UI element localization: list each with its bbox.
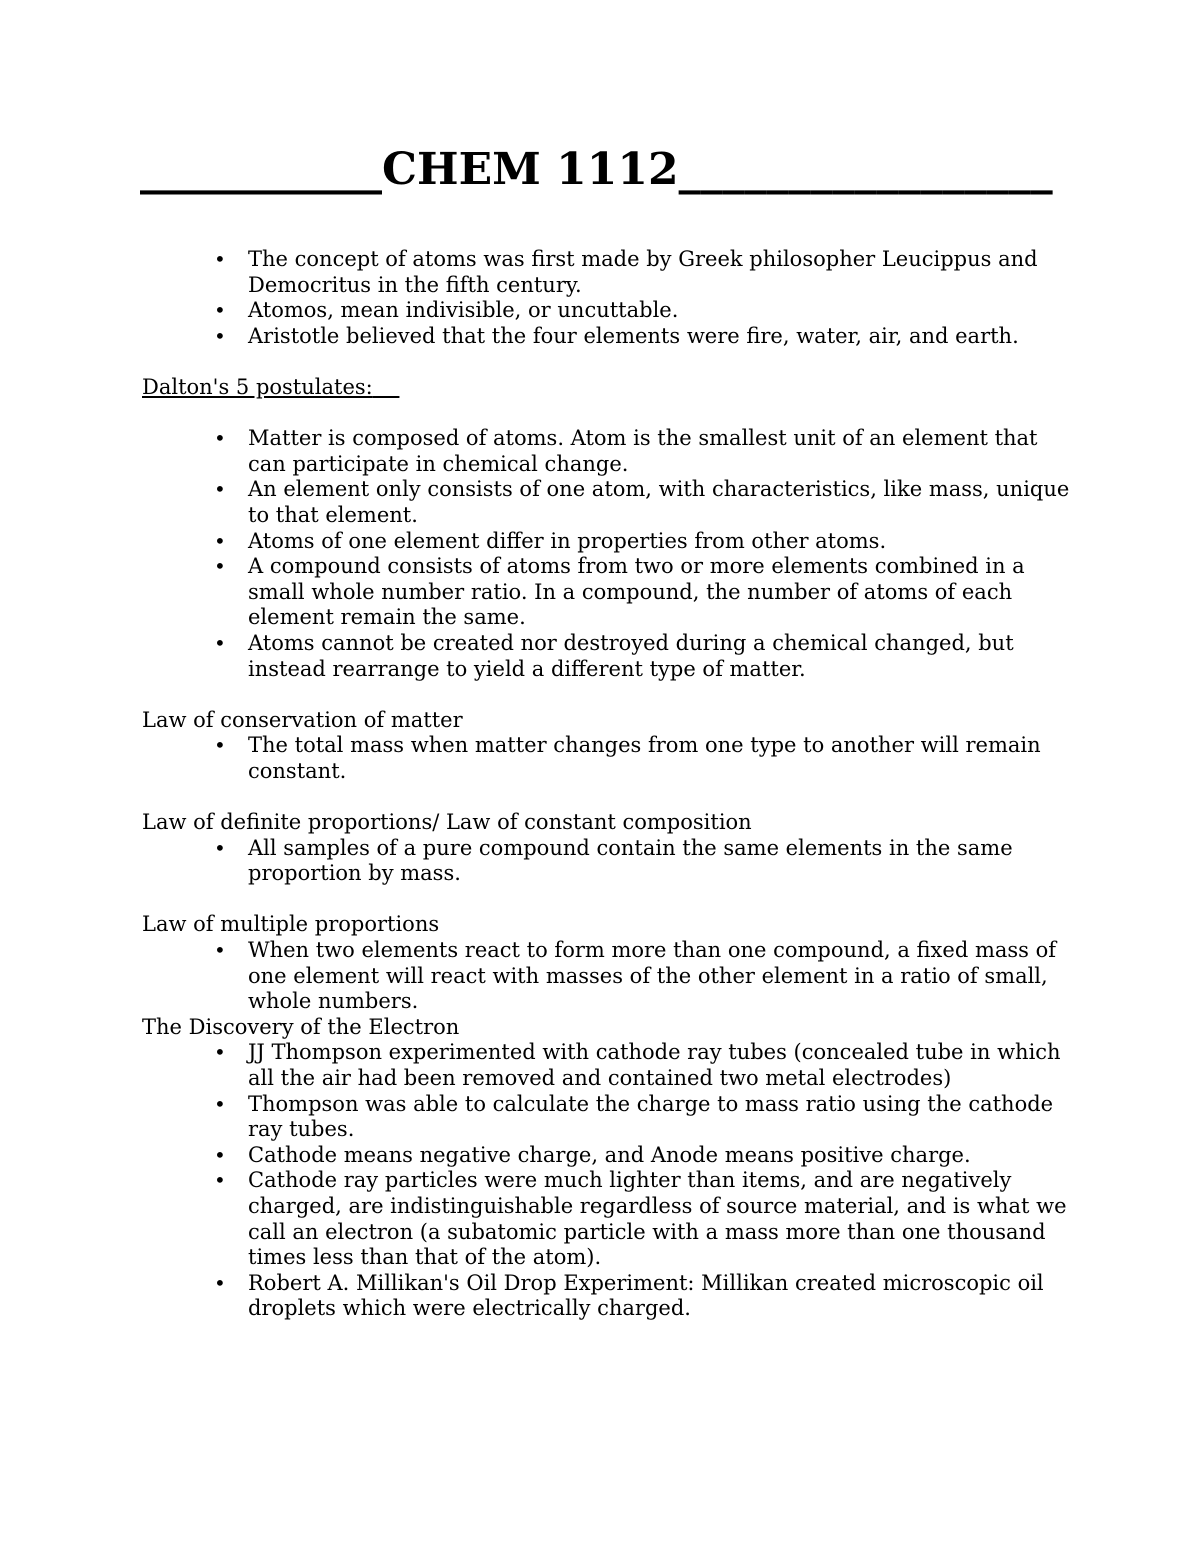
dalton-list bbox=[142, 426, 1072, 682]
list-item bbox=[214, 247, 1072, 298]
list-item-text: The total mass when matter changes from one type to another will remain constant. bbox=[248, 733, 1041, 783]
bullet-icon: • bbox=[214, 426, 226, 451]
list-item-text: A compound consists of atoms from two or more elements combined in a small whole number ratio. In a compound, the number of atoms of each element remain the same. bbox=[248, 554, 1025, 630]
bullet-icon: • bbox=[214, 247, 226, 271]
list-item-text: Atoms of one element differ in properties from other atoms. bbox=[248, 528, 887, 553]
intro-list bbox=[142, 247, 1072, 349]
bullet-icon: • bbox=[214, 630, 226, 655]
bullet-icon: • bbox=[214, 298, 226, 323]
dalton-heading-underline bbox=[373, 375, 400, 399]
list-item bbox=[214, 1091, 1072, 1143]
list-item bbox=[214, 528, 1072, 555]
bullet-icon: • bbox=[214, 528, 226, 553]
conservation-heading: Law of conservation of matter bbox=[142, 707, 463, 732]
definite-heading: Law of definite proportions/ Law of constant composition bbox=[142, 810, 752, 835]
bullet-icon: • bbox=[214, 938, 226, 963]
bullet-icon: • bbox=[214, 1142, 226, 1167]
definite-list bbox=[142, 836, 1072, 887]
list-item-text: Cathode means negative charge, and Anode means positive charge. bbox=[248, 1142, 971, 1167]
dalton-heading bbox=[142, 375, 1072, 401]
list-item-text: Cathode ray particles were much lighter than items, and are negatively charged, are indistinguishable regardless of source material, and is what we call an electron (a subatomic particle with a mass more than one thousand times less than that of the atom). bbox=[248, 1168, 1067, 1270]
list-item bbox=[214, 1270, 1072, 1322]
list-item bbox=[214, 426, 1072, 477]
multiple-list bbox=[142, 938, 1072, 1015]
list-item-text: Thompson was able to calculate the charge to mass ratio using the cathode ray tubes. bbox=[248, 1091, 1054, 1142]
list-item bbox=[214, 298, 1072, 324]
bullet-icon: • bbox=[214, 733, 226, 758]
conservation-list bbox=[142, 733, 1072, 784]
list-item bbox=[214, 733, 1072, 784]
list-item bbox=[214, 938, 1072, 1015]
bullet-icon: • bbox=[214, 1040, 226, 1065]
list-item-text: When two elements react to form more than one compound, a fixed mass of one element will react with masses of the other element in a ratio of small, whole numbers. bbox=[248, 938, 1057, 1014]
list-item bbox=[214, 630, 1072, 682]
multiple-heading: Law of multiple proportions bbox=[142, 912, 440, 937]
list-item bbox=[214, 477, 1072, 528]
list-item bbox=[214, 554, 1072, 631]
bullet-icon: • bbox=[214, 323, 226, 348]
list-item-text: Atoms cannot be created nor destroyed during a chemical changed, but instead rearrange to yield a different type of matter. bbox=[248, 630, 1014, 681]
list-item-text: Robert A. Millikan's Oil Drop Experiment: Millikan created microscopic oil droplets which were electrically charged. bbox=[248, 1270, 1044, 1321]
bullet-icon: • bbox=[214, 554, 226, 579]
list-item bbox=[214, 835, 1072, 887]
list-item-text: Atomos, mean indivisible, or uncuttable. bbox=[248, 298, 679, 323]
electron-heading: The Discovery of the Electron bbox=[142, 1014, 460, 1039]
list-item bbox=[214, 1142, 1072, 1169]
list-item bbox=[214, 1168, 1072, 1270]
list-item-text: Aristotle believed that the four elements were fire, water, air, and earth. bbox=[248, 323, 1019, 348]
document-body bbox=[142, 247, 1072, 1322]
bullet-icon: • bbox=[214, 477, 226, 502]
dalton-heading-text: Dalton's 5 postulates: bbox=[142, 374, 373, 399]
list-item bbox=[214, 1040, 1072, 1091]
bullet-icon: • bbox=[214, 835, 226, 860]
bullet-icon: • bbox=[214, 1168, 226, 1193]
electron-list bbox=[142, 1040, 1072, 1322]
list-item-text: An element only consists of one atom, with characteristics, like mass, unique to that element. bbox=[248, 477, 1070, 527]
list-item-text: JJ Thompson experimented with cathode ray tubes (concealed tube in which all the air had been removed and contained two metal electrodes) bbox=[248, 1040, 1061, 1090]
list-item bbox=[214, 323, 1072, 350]
bullet-icon: • bbox=[214, 1270, 226, 1295]
page-title: ___________CHEM 1112_________________ bbox=[140, 144, 1053, 195]
list-item-text: The concept of atoms was first made by Greek philosopher Leucippus and Democritus in the fifth century. bbox=[248, 247, 1038, 297]
list-item-text: Matter is composed of atoms. Atom is the smallest unit of an element that can participate in chemical change. bbox=[248, 426, 1038, 476]
list-item-text: All samples of a pure compound contain the same elements in the same proportion by mass. bbox=[248, 835, 1013, 886]
bullet-icon: • bbox=[214, 1091, 226, 1116]
